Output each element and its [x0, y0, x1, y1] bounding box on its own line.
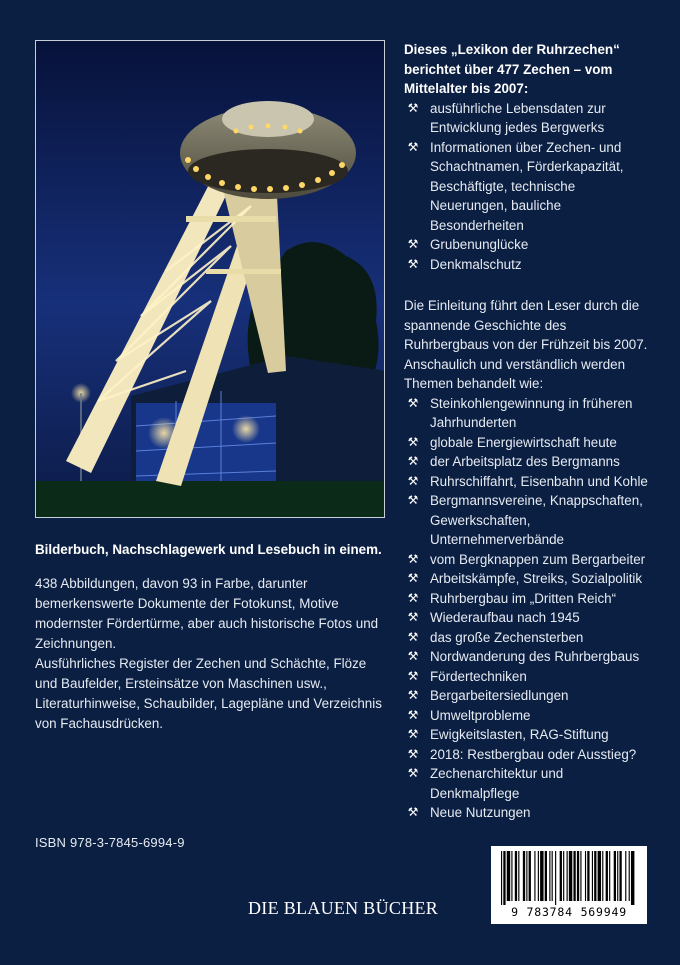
list-item: [404, 745, 654, 765]
hammer-and-pick-icon: ⚒: [407, 727, 419, 741]
list-item: [404, 472, 654, 492]
barcode-bar: [625, 851, 626, 901]
barcode-bar: [631, 851, 634, 905]
barcode-bar: [577, 851, 579, 901]
barcode-bar: [563, 851, 564, 901]
topic-list: [404, 394, 654, 823]
hammer-and-pick-icon: ⚒: [407, 571, 419, 585]
list-item: [404, 99, 654, 138]
hammer-and-pick-icon: ⚒: [407, 434, 419, 449]
list-item: [404, 235, 654, 255]
list-item: [404, 394, 654, 433]
publisher-name: DIE BLAUEN BÜCHER: [248, 898, 439, 918]
hammer-and-pick-icon: ⚒: [407, 668, 419, 683]
right-column: [404, 40, 654, 823]
barcode-bar: [552, 851, 553, 901]
barcode-bar: [501, 851, 502, 905]
list-item-text: Steinkohlengewinnung in früheren Jahrhunderten: [430, 395, 633, 430]
list-item-text: Ruhrbergbau im „Dritten Reich“: [430, 590, 617, 606]
hammer-and-pick-icon: ⚒: [407, 707, 419, 722]
barcode-digits: 9 783784 569949: [511, 905, 627, 919]
barcode-bar: [569, 851, 572, 901]
intro-heading: Dieses „Lexikon der Ruhrzechen“ berichtet über 477 Zechen – vom Mittelalter bis 2007:: [404, 42, 620, 96]
hammer-and-pick-icon: ⚒: [407, 590, 419, 605]
list-item-text: Bergmannsvereine, Knappschaften, Gewerkschaften, Unternehmerverbände: [430, 493, 643, 547]
list-item-text: Denkmalschutz: [430, 256, 522, 272]
headframe-illustration: [36, 41, 385, 518]
list-item: [404, 667, 654, 687]
list-item: [404, 725, 654, 745]
list-item: [404, 433, 654, 453]
hammer-and-pick-icon: ⚒: [407, 139, 419, 154]
hammer-and-pick-icon: ⚒: [407, 256, 419, 271]
left-description: [35, 540, 385, 734]
hammer-and-pick-icon: ⚒: [407, 100, 419, 115]
barcode-bar: [609, 851, 610, 901]
hammer-and-pick-icon: ⚒: [407, 454, 419, 468]
isbn-number: ISBN 978-3-7845-6994-9: [35, 835, 185, 850]
barcode-bar: [592, 851, 593, 901]
barcode-bar: [549, 851, 550, 901]
barcode-bar: [585, 851, 586, 901]
hammer-and-pick-icon: ⚒: [407, 551, 419, 566]
barcode-bar: [538, 851, 539, 901]
hammer-and-pick-icon: ⚒: [407, 493, 419, 507]
barcode-bar: [598, 851, 601, 901]
list-item-text: Neue Nutzungen: [430, 805, 531, 820]
hammer-and-pick-icon: ⚒: [407, 649, 419, 663]
hammer-and-pick-icon: ⚒: [407, 473, 419, 488]
list-item: [404, 706, 654, 726]
barcode-bar: [511, 851, 512, 901]
list-item-text: Bergarbeitersiedlungen: [430, 688, 569, 703]
barcode-bar: [619, 851, 621, 901]
list-item-text: Ewigkeitslasten, RAG-Stiftung: [430, 727, 609, 742]
list-item: [404, 608, 654, 628]
list-item: [404, 686, 654, 706]
barcode-bar: [540, 851, 543, 901]
barcode-bar: [587, 851, 589, 901]
hammer-and-pick-icon: ⚒: [407, 237, 419, 251]
barcode-bar: [602, 851, 603, 901]
barcode-bar: [560, 851, 562, 901]
list-item: [404, 138, 654, 236]
hammer-and-pick-icon: ⚒: [407, 688, 419, 702]
list-item-text: Zechenarchitektur und Denkmalpflege: [430, 766, 564, 801]
list-item-text: Umweltprobleme: [430, 707, 531, 723]
hammer-and-pick-icon: ⚒: [407, 746, 419, 761]
list-item-text: ausführliche Lebensdaten zur Entwicklung jedes Bergwerks: [430, 100, 606, 135]
barcode-bar: [518, 851, 519, 901]
list-item: [404, 803, 654, 823]
list-item-text: vom Bergknappen zum Bergarbeiter: [430, 551, 646, 567]
barcode-bar: [526, 851, 527, 901]
barcode-bar: [580, 851, 581, 901]
list-item-text: Fördertechniken: [430, 668, 527, 684]
hammer-and-pick-icon: ⚒: [407, 629, 419, 644]
barcode-bars: [499, 851, 639, 905]
barcode: [491, 846, 647, 924]
barcode-bar: [534, 851, 535, 901]
feature-list: [404, 99, 654, 275]
register-paragraph: Ausführliches Register der Zechen und Schächte, Flöze und Baufelder, Ersteinsätze von Maschinen usw., Literaturhinweise, Schaubilder, Lagepläne und Verzeichnis von Fachausdrücken.: [35, 656, 382, 731]
list-item: [404, 628, 654, 648]
list-item-text: Wiederaufbau nach 1945: [430, 610, 580, 625]
barcode-bar: [523, 851, 525, 901]
barcode-bar: [545, 851, 547, 901]
barcode-bar: [629, 851, 630, 901]
barcode-bar: [614, 851, 616, 901]
hammer-and-pick-icon: ⚒: [407, 805, 419, 819]
list-item: [404, 569, 654, 589]
barcode-bar: [507, 851, 510, 901]
list-item: [404, 764, 654, 803]
barcode-bar: [594, 851, 596, 901]
list-item: [404, 491, 654, 550]
barcode-bar: [555, 851, 556, 905]
list-item: [404, 589, 654, 609]
cover-photo: [35, 40, 385, 518]
lead-sentence: Bilderbuch, Nachschlagewerk und Lesebuch in einem.: [35, 542, 382, 557]
hammer-and-pick-icon: ⚒: [407, 395, 419, 410]
barcode-bar: [503, 851, 505, 905]
list-item-text: das große Zechensterben: [430, 629, 584, 645]
introduction-paragraph: Die Einleitung führt den Leser durch die spannende Geschichte des Ruhrbergbaus von der Frühzeit bis 2007. Anschaulich und verständlich werden Themen behandelt wie:: [404, 298, 648, 391]
hammer-and-pick-icon: ⚒: [407, 610, 419, 624]
list-item-text: Arbeitskämpfe, Streiks, Sozialpolitik: [430, 571, 643, 586]
hammer-and-pick-icon: ⚒: [407, 766, 419, 780]
list-item-text: Informationen über Zechen- und Schachtnamen, Förderkapazität, Beschäftigte, technische Neuerungen, bauliche Besonderheiten: [430, 139, 624, 233]
barcode-bar: [529, 851, 531, 901]
barcode-bar: [515, 851, 517, 901]
list-item-text: Grubenunglücke: [430, 237, 529, 252]
list-item-text: globale Energiewirtschaft heute: [430, 434, 617, 450]
list-item: [404, 255, 654, 275]
barcode-bar: [567, 851, 568, 901]
barcode-bar: [573, 851, 575, 901]
list-item: [404, 452, 654, 472]
barcode-bar: [606, 851, 608, 901]
list-item-text: 2018: Restbergbau oder Ausstieg?: [430, 746, 637, 762]
list-item: [404, 550, 654, 570]
list-item-text: der Arbeitsplatz des Bergmanns: [430, 454, 620, 469]
list-item-text: Ruhrschiffahrt, Eisenbahn und Kohle: [430, 473, 648, 489]
list-item: [404, 647, 654, 667]
list-item-text: Nordwanderung des Ruhrbergbaus: [430, 649, 640, 664]
illustrations-paragraph: 438 Abbildungen, davon 93 in Farbe, darunter bemerkenswerte Dokumente der Fotokunst, Motive modernster Fördertürme, aber auch historische Fotos und Zeichnungen.: [35, 576, 379, 651]
barcode-bar: [617, 851, 618, 901]
